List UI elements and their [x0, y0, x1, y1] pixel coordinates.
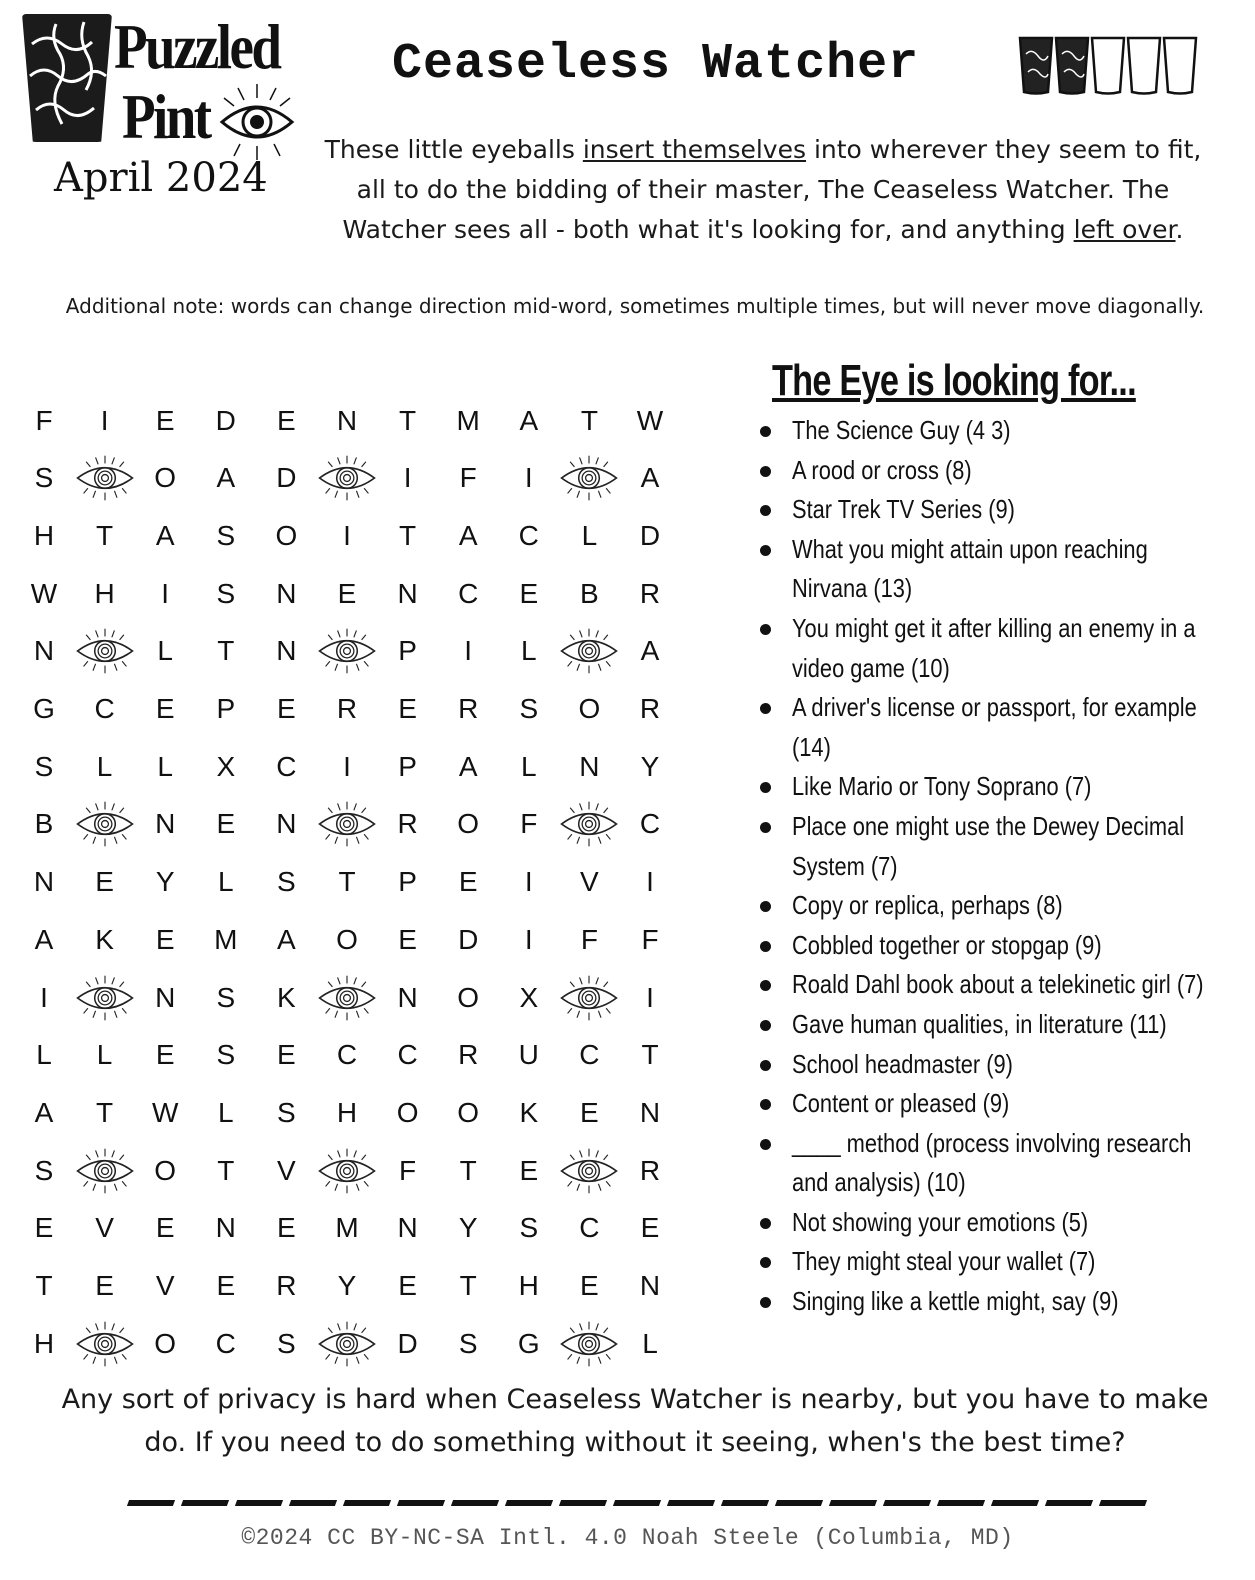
answer-blank[interactable]: [613, 1500, 661, 1506]
answer-blanks: [128, 1500, 1146, 1510]
grid-letter: C: [276, 750, 297, 782]
clue-item: [756, 886, 1226, 926]
clue-list: [756, 411, 1226, 1322]
filled-pint-icon: [1020, 38, 1052, 94]
grid-letter: A: [216, 462, 236, 494]
grid-letter: T: [338, 866, 356, 898]
grid-letter: D: [458, 923, 479, 955]
grid-letter: V: [155, 1270, 175, 1301]
logo-text-puzzled: Puzzled: [114, 11, 280, 82]
grid-letter: E: [216, 808, 236, 840]
clue-text: Not showing your emotions (5): [792, 1206, 1089, 1237]
answer-blank[interactable]: [883, 1500, 931, 1506]
grid-letter: I: [646, 866, 654, 898]
answer-blank[interactable]: [937, 1500, 985, 1506]
grid-letter: N: [33, 866, 55, 898]
clue-text: A rood or cross (8): [792, 454, 972, 485]
grid-letter: P: [398, 635, 417, 667]
grid-letter: V: [95, 1212, 114, 1244]
grid-eye-icon: [75, 969, 135, 1026]
clue-text: A driver's license or passport, for example (14): [792, 692, 1197, 762]
final-question: Any sort of privacy is hard when Ceaseless Watcher is nearby, but you have to make do. If you need to do something without it seeing, when's the best time?: [61, 1384, 1209, 1458]
grid-letter: T: [641, 1039, 659, 1071]
grid-eye-icon: [317, 1315, 377, 1372]
grid-letter: E: [398, 923, 417, 955]
intro-part-1: These little eyeballs: [324, 135, 583, 164]
answer-blank[interactable]: [667, 1500, 715, 1506]
grid-letter: T: [459, 1270, 477, 1301]
grid-letter: G: [33, 693, 55, 724]
clue-item: [756, 688, 1226, 767]
grid-letter: X: [519, 981, 539, 1013]
grid-eye-icon: [317, 450, 377, 507]
grid-eye-icon: [75, 1315, 135, 1372]
clue-item: [756, 926, 1226, 966]
grid-letter: L: [218, 1096, 234, 1128]
grid-eye-icon: [317, 623, 377, 680]
clue-text: Like Mario or Tony Soprano (7): [792, 771, 1092, 802]
grid-letter: O: [275, 519, 298, 551]
intro-underline-2: left over: [1073, 215, 1176, 244]
clue-text: Singing like a kettle might, say (9): [792, 1286, 1119, 1317]
grid-letter: R: [276, 1270, 297, 1301]
grid-letter: E: [277, 1212, 296, 1244]
grid-letter: O: [154, 1154, 177, 1186]
grid-letter: T: [399, 519, 417, 551]
grid-letter: S: [458, 1327, 478, 1359]
grid-letter: C: [458, 577, 479, 609]
grid-letter: A: [155, 519, 175, 551]
grid-letter: X: [216, 750, 236, 782]
grid-letter: O: [457, 808, 480, 840]
clue-item: [756, 530, 1226, 609]
grid-letter: E: [277, 404, 296, 436]
grid-letter: F: [459, 462, 477, 494]
grid-letter: O: [154, 1327, 177, 1359]
grid-letter: D: [215, 404, 236, 436]
grid-letter: A: [519, 404, 539, 436]
grid-letter: D: [276, 462, 297, 494]
empty-pint-icon: [1164, 38, 1196, 94]
grid-letter: C: [397, 1039, 418, 1071]
clue-text: What you might attain upon reaching Nirvana (13): [792, 533, 1148, 604]
grid-letter: A: [34, 923, 54, 955]
puzzled-pint-logo: [18, 10, 293, 200]
grid-letter: L: [642, 1327, 658, 1359]
grid-letter: E: [155, 1212, 175, 1244]
grid-letter: S: [216, 519, 236, 551]
grid-letter: R: [639, 1154, 661, 1186]
grid-letter: N: [276, 577, 297, 609]
clue-item: [756, 807, 1226, 886]
filled-pint-icon: [1056, 38, 1088, 94]
grid-letter: P: [216, 693, 236, 724]
answer-blank[interactable]: [397, 1500, 445, 1506]
grid-letter: Y: [458, 1212, 478, 1244]
answer-blank[interactable]: [829, 1500, 877, 1506]
grid-letter: E: [458, 866, 478, 898]
grid-letter: S: [34, 1154, 54, 1186]
grid-letter: S: [277, 1327, 296, 1359]
clue-text: Roald Dahl book about a telekinetic girl (7): [792, 969, 1204, 1000]
grid-eye-icon: [75, 796, 135, 853]
clue-text: Star Trek TV Series (9): [792, 494, 1015, 525]
grid-letter: I: [343, 519, 351, 551]
grid-letter: F: [35, 404, 53, 436]
grid-letter: E: [580, 1096, 599, 1128]
grid-eye-icon: [75, 623, 135, 680]
grid-letter: H: [518, 1270, 539, 1301]
grid-letter: T: [35, 1270, 53, 1301]
grid-letter: L: [521, 635, 537, 667]
grid-letter: E: [95, 1270, 114, 1301]
grid-letter: I: [40, 981, 48, 1013]
intro-part-3: .: [1175, 215, 1184, 244]
grid-letter: C: [579, 1212, 600, 1244]
clue-text: They might steal your wallet (7): [792, 1246, 1096, 1277]
grid-letter: R: [397, 808, 418, 840]
grid-letter: F: [580, 923, 598, 955]
answer-blank[interactable]: [235, 1500, 283, 1506]
clue-text: Gave human qualities, in literature (11): [792, 1008, 1167, 1039]
grid-letter: N: [397, 981, 418, 1013]
grid-letter: N: [336, 404, 358, 436]
grid-letter: E: [277, 693, 296, 724]
grid-letter: H: [33, 1327, 55, 1359]
grid-letter: T: [96, 1096, 114, 1128]
logo-text-pint: Pint: [122, 81, 210, 152]
grid-letter: D: [639, 519, 661, 551]
grid-letter: W: [636, 404, 664, 436]
grid-letter: U: [518, 1039, 539, 1071]
grid-letter: S: [216, 1039, 236, 1071]
grid-letter: E: [337, 577, 357, 609]
grid-letter: H: [336, 1096, 358, 1128]
grid-eye-icon: [317, 796, 377, 853]
grid-letter: C: [336, 1039, 358, 1071]
clue-item: [756, 965, 1226, 1005]
answer-blank[interactable]: [289, 1500, 337, 1506]
grid-letter: S: [277, 1096, 296, 1128]
clue-text: ____ method (process involving research and analysis) (10): [792, 1127, 1192, 1198]
grid-letter: C: [94, 693, 115, 724]
grid-letter: E: [216, 1270, 236, 1301]
answer-blank[interactable]: [1099, 1500, 1147, 1506]
grid-letter: G: [517, 1327, 540, 1359]
grid-letter: L: [521, 750, 537, 782]
grid-letter: A: [640, 462, 660, 494]
grid-letter: A: [34, 1096, 54, 1128]
answer-blank[interactable]: [991, 1500, 1039, 1506]
grid-letter: B: [580, 577, 599, 609]
grid-letter: T: [217, 1154, 235, 1186]
grid-eye-icon: [559, 1315, 619, 1372]
answer-blank[interactable]: [127, 1500, 175, 1506]
grid-letter: P: [398, 750, 417, 782]
answer-blank[interactable]: [721, 1500, 769, 1506]
grid-letter: T: [217, 635, 235, 667]
grid-letter: S: [519, 1212, 539, 1244]
grid-eye-icon: [317, 1142, 377, 1199]
clue-text: Content or pleased (9): [792, 1088, 1010, 1119]
grid-letter: H: [94, 577, 115, 609]
grid-letter: N: [33, 635, 55, 667]
grid-letter: W: [30, 577, 58, 609]
intro-part-2: into wherever they seem to fit, all to do the bidding of their master, The Ceaseless Watcher. The Watcher sees all - both what it's looking for, and anything: [342, 135, 1202, 244]
logo-eye-icon: [218, 82, 296, 162]
grid-letter: S: [34, 462, 54, 494]
clue-text: The Science Guy (4 3): [792, 415, 1011, 445]
grid-letter: C: [215, 1327, 236, 1359]
grid-letter: S: [216, 981, 236, 1013]
grid-letter: Y: [337, 1270, 357, 1301]
grid-letter: A: [458, 519, 478, 551]
grid-letter: K: [519, 1096, 539, 1128]
clue-text: Copy or replica, perhaps (8): [792, 890, 1063, 921]
grid-letter: C: [518, 519, 539, 551]
grid-letter: T: [96, 519, 114, 551]
grid-letter: M: [456, 404, 480, 436]
grid-letter: L: [218, 866, 234, 898]
grid-letter: O: [396, 1096, 419, 1128]
grid-letter: T: [459, 1154, 477, 1186]
grid-eye-icon: [75, 1142, 135, 1199]
grid-letter: N: [397, 577, 418, 609]
grid-letter: F: [399, 1154, 417, 1186]
grid-letter: M: [335, 1212, 359, 1244]
grid-letter: O: [336, 923, 358, 955]
answer-blank[interactable]: [505, 1500, 553, 1506]
grid-letter: T: [580, 404, 598, 436]
grid-letter: I: [524, 923, 533, 955]
grid-eye-icon: [559, 796, 619, 853]
grid-letter: D: [397, 1327, 418, 1359]
clue-item: [756, 1005, 1226, 1045]
grid-letter: I: [161, 577, 170, 609]
grid-letter: N: [579, 750, 600, 782]
grid-letter: N: [397, 1212, 418, 1244]
grid-letter: I: [343, 750, 351, 782]
grid-letter: R: [639, 693, 661, 724]
clue-item: [756, 1282, 1226, 1322]
grid-letter: E: [398, 1270, 417, 1301]
grid-letter: E: [580, 1270, 599, 1301]
grid-letter: K: [277, 981, 296, 1013]
grid-letter: E: [277, 1039, 296, 1071]
grid-letter: O: [457, 981, 480, 1013]
grid-letter: M: [214, 923, 238, 955]
grid-letter: P: [398, 866, 417, 898]
grid-letter: E: [155, 1039, 175, 1071]
answer-blank[interactable]: [343, 1500, 391, 1506]
grid-letter: N: [639, 1270, 661, 1301]
grid-letter: L: [96, 750, 113, 782]
grid-letter: O: [578, 693, 601, 724]
grid-letter: I: [524, 462, 533, 494]
grid-eye-icon: [559, 1142, 619, 1199]
grid-eye-icon: [559, 623, 619, 680]
grid-letter: K: [95, 923, 114, 955]
answer-blank[interactable]: [775, 1500, 823, 1506]
answer-blank[interactable]: [1045, 1500, 1093, 1506]
grid-eye-icon: [559, 969, 619, 1026]
grid-letter: O: [457, 1096, 480, 1128]
answer-blank[interactable]: [181, 1500, 229, 1506]
grid-letter: S: [216, 577, 236, 609]
grid-letter: N: [155, 808, 176, 840]
clue-item: [756, 451, 1226, 491]
clue-item: [756, 1084, 1226, 1124]
copyright-footer: ©2024 CC BY-NC-SA Intl. 4.0 Noah Steele (Columbia, MD): [241, 1525, 1014, 1551]
grid-letter: E: [398, 693, 417, 724]
puzzle-month: April 2024: [54, 155, 268, 201]
clue-item: [756, 1045, 1226, 1085]
grid-letter: L: [36, 1039, 52, 1071]
additional-note: Additional note: words can change direction mid-word, sometimes multiple times, but will never move diagonally.: [65, 294, 1205, 318]
grid-letter: R: [458, 693, 479, 724]
grid-letter: C: [639, 808, 661, 840]
grid-letter: T: [399, 404, 417, 436]
grid-eye-icon: [559, 450, 619, 507]
grid-letter: I: [524, 866, 533, 898]
grid-letter: S: [277, 866, 296, 898]
grid-letter: L: [157, 635, 173, 667]
answer-blank[interactable]: [559, 1500, 607, 1506]
grid-letter: I: [100, 404, 109, 436]
clue-item: [756, 1203, 1226, 1243]
grid-letter: Y: [155, 866, 175, 898]
empty-pint-icon: [1092, 38, 1124, 94]
answer-blank[interactable]: [451, 1500, 499, 1506]
grid-letter: R: [458, 1039, 479, 1071]
grid-letter: N: [155, 981, 176, 1013]
grid-letter: L: [581, 519, 598, 551]
clue-text: School headmaster (9): [792, 1048, 1013, 1079]
grid-letter: C: [579, 1039, 600, 1071]
clue-item: [756, 609, 1226, 688]
puzzle-title: Ceaseless Watcher: [392, 36, 920, 93]
grid-letter: I: [646, 981, 654, 1013]
grid-letter: V: [277, 1154, 296, 1186]
grid-letter: E: [640, 1212, 660, 1244]
grid-letter: F: [520, 808, 538, 840]
grid-letter: I: [464, 635, 473, 667]
grid-letter: L: [157, 750, 173, 782]
clue-item: [756, 411, 1226, 451]
grid-letter: E: [155, 923, 175, 955]
grid-letter: B: [34, 808, 54, 840]
grid-letter: E: [95, 866, 114, 898]
grid-letter: Y: [640, 750, 660, 782]
clue-text: Place one might use the Dewey Decimal System (7): [792, 810, 1185, 881]
grid-letter: N: [639, 1096, 661, 1128]
grid-eye-icon: [75, 450, 135, 507]
grid-letter: N: [276, 635, 297, 667]
grid-letter: E: [155, 693, 175, 724]
grid-letter: R: [336, 693, 358, 724]
grid-letter: F: [641, 923, 659, 955]
grid-letter: W: [151, 1096, 179, 1128]
clue-item: [756, 767, 1226, 807]
grid-letter: I: [403, 462, 412, 494]
intro-text: [308, 130, 1218, 250]
grid-letter: S: [34, 750, 54, 782]
pint-glass-icon: [22, 14, 112, 142]
grid-letter: A: [277, 923, 296, 955]
clue-item: [756, 1242, 1226, 1282]
grid-letter: V: [580, 866, 599, 898]
grid-letter: L: [96, 1039, 113, 1071]
intro-underline-1: insert themselves: [582, 135, 807, 164]
grid-letter: E: [519, 577, 539, 609]
clue-item: [756, 490, 1226, 530]
clue-list-title: The Eye is looking for...: [772, 356, 1136, 405]
grid-eye-icon: [317, 969, 377, 1026]
grid-letter: A: [640, 635, 660, 667]
clue-item: [756, 1124, 1226, 1203]
clue-text: You might get it after killing an enemy in a video game (10): [792, 612, 1196, 683]
difficulty-meter: [1018, 36, 1202, 96]
grid-letter: N: [215, 1212, 236, 1244]
grid-letter: E: [519, 1154, 539, 1186]
empty-pint-icon: [1128, 38, 1160, 94]
grid-letter: E: [155, 404, 175, 436]
grid-letter: A: [458, 750, 478, 782]
grid-letter: N: [276, 808, 297, 840]
grid-letter: O: [154, 462, 177, 494]
grid-letter: E: [34, 1212, 54, 1244]
grid-letter: S: [519, 693, 539, 724]
clue-text: Cobbled together or stopgap (9): [792, 929, 1102, 960]
grid-letter: R: [639, 577, 661, 609]
grid-letter: H: [33, 519, 55, 551]
